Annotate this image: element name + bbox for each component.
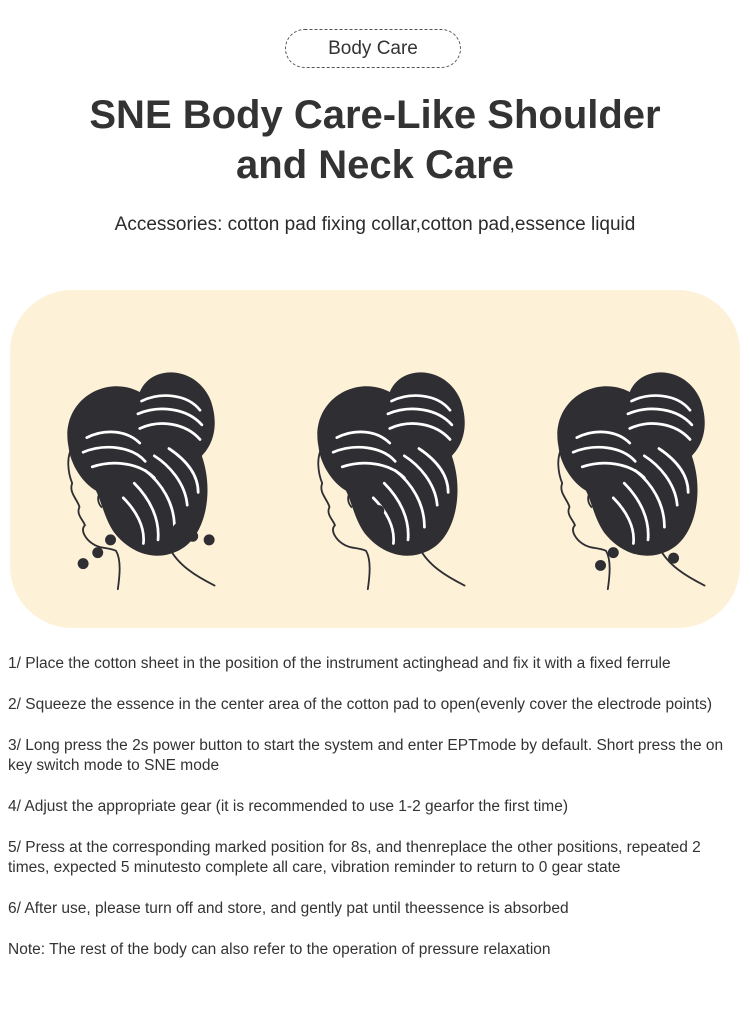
shoulder-points-illustration bbox=[522, 330, 732, 600]
step-5: 5/ Press at the corresponding marked position for 8s, and thenreplace the other positions, repeated 2 times, expected 5 minutesto complete all care, vibration reminder to return to 0 gear state bbox=[8, 839, 701, 876]
instruction-steps bbox=[8, 654, 743, 981]
step-4: 4/ Adjust the appropriate gear (it is recommended to use 1-2 gearfor the first time) bbox=[8, 798, 568, 815]
acupoint-marker bbox=[608, 547, 619, 558]
step-3: 3/ Long press the 2s power button to start the system and enter EPTmode by default. Short press the on key switch mode to SNE mode bbox=[8, 737, 724, 774]
step-1: 1/ Place the cotton sheet in the position of the instrument actinghead and fix it with a fixed ferrule bbox=[8, 655, 671, 672]
acupoint-marker bbox=[377, 529, 388, 540]
acupoint-marker bbox=[653, 542, 664, 553]
acupoint-marker bbox=[373, 505, 384, 516]
neck-front-points-illustration bbox=[32, 330, 242, 600]
acupoint-marker bbox=[668, 553, 679, 564]
category-tag: Body Care bbox=[285, 29, 461, 68]
acupoint-marker bbox=[204, 534, 215, 545]
step-6: 6/ After use, please turn off and store, and gently pat until theessence is absorbed bbox=[8, 900, 569, 917]
acupoint-marker bbox=[173, 523, 184, 534]
acupoint-marker bbox=[105, 534, 116, 545]
acupoint-marker bbox=[187, 531, 198, 542]
acupoint-marker bbox=[595, 560, 606, 571]
neck-back-points-illustration bbox=[282, 330, 492, 600]
page-title bbox=[0, 90, 750, 190]
acupoint-marker bbox=[78, 558, 89, 569]
title-line-1: SNE Body Care-Like Shoulder bbox=[89, 93, 661, 137]
illustration-panel bbox=[10, 290, 740, 628]
note: Note: The rest of the body can also refer to the operation of pressure relaxation bbox=[8, 941, 551, 958]
accessories-text: Accessories: cotton pad fixing collar,cotton pad,essence liquid bbox=[114, 214, 636, 235]
acupoint-marker bbox=[92, 547, 103, 558]
step-2: 2/ Squeeze the essence in the center area of the cotton pad to open(evenly cover the electrode points) bbox=[8, 696, 712, 713]
title-line-2: and Neck Care bbox=[236, 143, 514, 187]
